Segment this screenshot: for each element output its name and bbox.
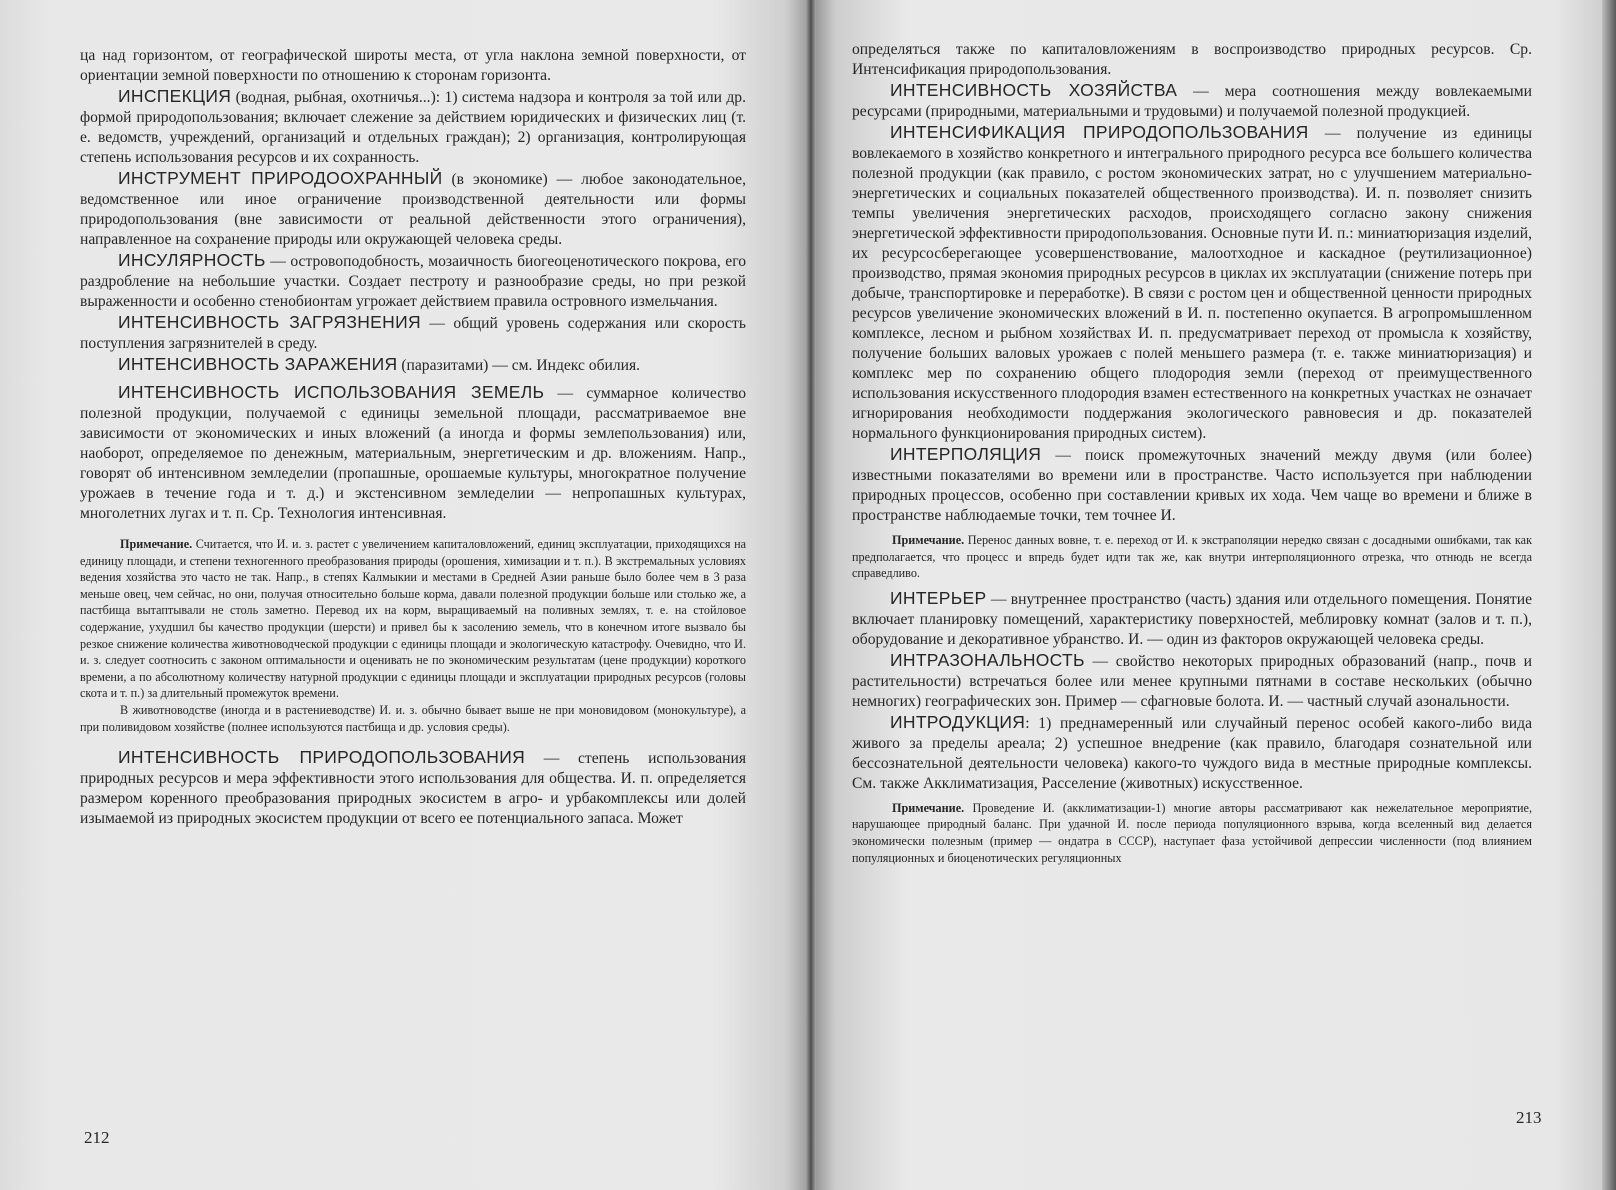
page-number: 213 [1516, 1108, 1542, 1127]
continued-paragraph: определяться также по капиталовложениям в воспроизводство природных ресурсов. Ср. Интенсификация природопользования. [852, 41, 1532, 78]
entry-insulyarnost: ИНСУЛЯРНОСТЬ — островоподобность, мозаичность биогеоценотического покрова, его раздробление на небольшие участки. Создает пестроту и разнообразие среды, но при резкой выраженности и особенно стенобионтам угрожает действием правила островного измельчания. [80, 250, 746, 310]
entry-heading: ИНСУЛЯРНОСТЬ [118, 250, 266, 270]
entry-intensivnost-khozyaystva: ИНТЕНСИВНОСТЬ ХОЗЯЙСТВА — мера соотношения между вовлекаемыми ресурсами (природными, материальными и трудовыми) и получаемой полезной продукцией. [852, 80, 1532, 120]
entry-intensivnost-prirodopolzovaniya: ИНТЕНСИВНОСТЬ ПРИРОДОПОЛЬЗОВАНИЯ — степень использования природных ресурсов и мера эффективности этого использования для общества. И. п. определяется размером коренного преобразования природных экосистем в агро- и урбакомплексы или долей изымаемой из природных экосистем продукции от всего ее потенциального запаса. Может [80, 747, 746, 828]
entry-heading: ИНТЕРЬЕР [890, 587, 987, 608]
entry-heading: ИНТЕНСИВНОСТЬ ИСПОЛЬЗОВАНИЯ ЗЕМЕЛЬ [118, 382, 545, 402]
entry-heading: ИНТЕНСИФИКАЦИЯ ПРИРОДОПОЛЬЗОВАНИЯ [890, 122, 1309, 142]
continued-paragraph: ца над горизонтом, от географической широты места, от угла наклона земной поверхности, от ориентации земной поверхности по отношению к сторонам горизонта. [80, 47, 746, 84]
right-page [812, 0, 1602, 1190]
page-number: 212 [84, 1128, 110, 1147]
page-edge [1602, 0, 1616, 1190]
entry-heading: ИНТЕНСИВНОСТЬ ЗАГРЯЗНЕНИЯ [118, 312, 421, 332]
entry-heading: ИНТРОДУКЦИЯ [890, 711, 1026, 732]
note-label: Примечание. [892, 533, 965, 547]
entry-heading: ИНТЕНСИВНОСТЬ ПРИРОДОПОЛЬЗОВАНИЯ [118, 747, 526, 768]
left-page-text [80, 46, 746, 829]
entry-intensivnost-zarazheniya: ИНТЕНСИВНОСТЬ ЗАРАЖЕНИЯ (паразитами) — см. Индекс обилия. [118, 354, 641, 374]
entry-heading: ИНСПЕКЦИЯ [118, 86, 232, 106]
note-label: Примечание. [120, 537, 193, 551]
entry-heading: ИНТРАЗОНАЛЬНОСТЬ [890, 649, 1085, 670]
entry-heading: ИНТЕРПОЛЯЦИЯ [890, 444, 1042, 464]
entry-intrazonalnost: ИНТРАЗОНАЛЬНОСТЬ — свойство некоторых природных образований (напр., почв и растительности) встречаться более или менее крупными пятнами в составе нескольких (обычно немногих) географических зон. Пример — сфагновые болота. И. — частный случай азональности. [852, 649, 1532, 710]
entry-interer: ИНТЕРЬЕР — внутреннее пространство (часть) здания или отдельного помещения. Понятие включает планировку помещений, характеристику поверхностей, меблировку комнат (залов и т. п.), оборудование и декоративное убранство. И. — один из факторов окружающей человека среды. [852, 587, 1532, 648]
entry-introduktsiya: ИНТРОДУКЦИЯ: 1) преднамеренный или случайный перенос особей какого-либо вида живого за пределы ареала; 2) успешное внедрение (как правило, благодаря сознательной или бессознательной деятельности человека) какого-то чуждого вида в местные природные комплексы. См. также Акклиматизация, Расселение (животных) искусственное. [852, 711, 1532, 792]
note-paragraph: Примечание. Считается, что И. и. з. растет с увеличением капиталовложений, единиц эксплуатации, приходящихся на единицу площади, и степени техногенного преобразования природы (орошения, химизации и т. п.). В экстремальных условиях ведения хозяйства это часто не так. Напр., в степях Калмыкии и местами в Средней Азии раньше было более чем в 3 раза меньше овец, чем сейчас, но они, получая относительно больше корма, давали полезной продукции больше или столько же, а пастбища вытаптывали не столь заметно. Перевод их на корм, выращиваемый на поливных землях, т. е. на стойловое содержание, ухудшил бы качество продукции (шерсти) и привел бы к засолению земель, что в конечном итоге вызвало бы резкое снижение количества животноводческой продукции с единицы площади и экологическую катастрофу. Очевидно, что И. и. з. следует соотносить с законом оптимальности и оценивать не по экономическим результатам (цене продукции) короткого времени, а по абсолютному количеству натурной продукции с единицы площади и эксплуатации природных ресурсов (головы скота и т. п.) за длительный промежуток времени. [80, 537, 746, 701]
entry-heading: ИНСТРУМЕНТ ПРИРОДООХРАННЫЙ [118, 168, 443, 188]
entry-interpolyatsiya: ИНТЕРПОЛЯЦИЯ — поиск промежуточных значений между двумя (или более) известными показателями во времени или в пространстве. Часто используется при наблюдении природных процессов, особенно при составлении кривых их хода. Чем чаще во времени и ближе в пространстве наблюдаемые точки, тем точнее И. [852, 444, 1532, 524]
note-paragraph: В животноводстве (иногда и в растениеводстве) И. и. з. обычно бывает выше не при моновидовом (монокультуре), а при поливидовом хозяйстве (полнее используются пастбища и др. условия среды). [80, 702, 746, 734]
entry-intensivnost-ispolzovaniya-zemel: ИНТЕНСИВНОСТЬ ИСПОЛЬЗОВАНИЯ ЗЕМЕЛЬ — суммарное количество полезной продукции, получаемой с единицы земельной площади, рассматриваемое вне зависимости от экономических и иных вложений (а иногда и формы землепользования) или, наоборот, определяемое по денежным, материальным, энергетическим и др. вложениям. Напр., говорят об интенсивном земледелии (пропашные, орошаемые культуры, многократное получение урожаев в течение года и т. д.) и экстенсивном земледелии — непропашных культурах, многолетних лугах и т. п. Ср. Технология интенсивная. [80, 382, 746, 522]
entry-intensifikatsiya: ИНТЕНСИФИКАЦИЯ ПРИРОДОПОЛЬЗОВАНИЯ — получение из единицы вовлекаемого в хозяйство конкретного и интегрального природного ресурса все большего количества полезной продукции (как правило, с ростом экономических затрат, но с улучшением материально-энергетических и социальных показателей общественного производства). И. п. позволяет снизить темпы увеличения энергетических расходов, происходящего согласно закону снижения энергетической эффективности природопользования. Основные пути И. п.: миниатюризация изделий, их ресурсосберегающее усовершенствование, малоотходное и каскадное (реутилизационное) производство, прямая экономия природных ресурсов в циклах их эксплуатации (снижение потерь при добыче, транспортировке и переработке). В связи с ростом цен и общественной ценности природных ресурсов увеличение экономических вложений в И. п. постепенно окупается. В агропромышленном комплексе, лесном и рыбном хозяйствах И. п. предусматривает переход от промысла к хозяйству, получение больших валовых урожаев с полей меньшего размера (т. е. также миниатюризация) и комплекс мер по сохранению общего плодородия земли (переход от преимущественного использования искусственного плодородия взамен естественного на конкретных участках не означает игнорирования необходимости поддержания экологического равновесия и др. показателей нормального функционирования природных систем). [852, 122, 1532, 442]
note-paragraph: Примечание. Проведение И. (акклиматизации-1) многие авторы рассматривают как нежелательное мероприятие, нарушающее природный баланс. При удачной И. после периода популяционного взрыва, когда вселенный вид делается экономически полезным (пример — ондатра в СССР), наступает фаза устойчивой депрессии численности (под влиянием популяционных и биоценотических регуляционных [852, 800, 1532, 865]
note-paragraph: Примечание. Перенос данных вовне, т. е. переход от И. к экстраполяции нередко связан с досадными ошибками, так как предполагается, что процесс и впредь будет идти так же, как внутри интерполяционного отрезка, что отнюдь не всегда справедливо. [852, 533, 1532, 581]
entry-instrument: ИНСТРУМЕНТ ПРИРОДООХРАННЫЙ (в экономике) — любое законодательное, ведомственное или иное ограничение производственной деятельности или формы природопользования (вне зависимости от реальной действенности этого ограничения), направленное на сохранение природы или окружающей человека среды. [80, 168, 747, 248]
entry-intensivnost-zagryazneniya: ИНТЕНСИВНОСТЬ ЗАГРЯЗНЕНИЯ — общий уровень содержания или скорость поступления загрязнителей в среду. [80, 312, 746, 352]
entry-heading: ИНТЕНСИВНОСТЬ ЗАРАЖЕНИЯ [118, 354, 398, 374]
entry-heading: ИНТЕНСИВНОСТЬ ХОЗЯЙСТВА [890, 80, 1178, 100]
note-label: Примечание. [892, 800, 965, 815]
book-gutter [806, 0, 816, 1190]
right-page-text [852, 40, 1532, 866]
entry-inspektsiya: ИНСПЕКЦИЯ (водная, рыбная, охотничья...): 1) система надзора и контроля за той или др. формой природопользования; включает слежение за действием юридических и физических лиц (т. е. ведомств, учреждений, организаций и отдельных граждан); 2) организация, контролирующая степень использования ресурсов и их сохранность. [80, 86, 746, 166]
